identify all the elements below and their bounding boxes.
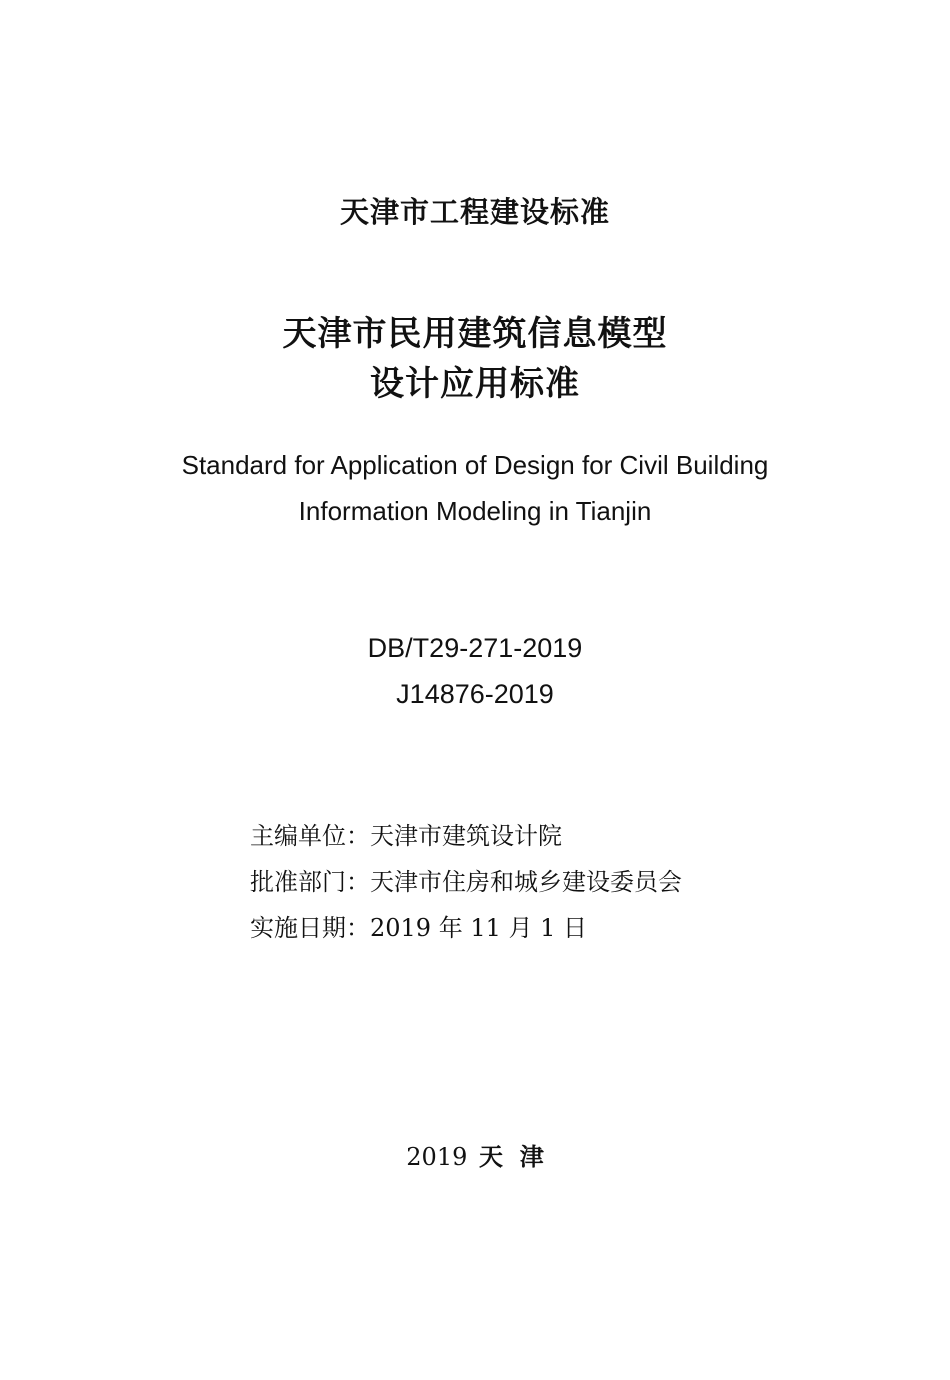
editor-unit: 主编单位：天津市建筑设计院 [250,822,562,850]
footer-year: 2019 [406,1143,468,1171]
title-en-line1: Standard for Application of Design for Civil Building [181,450,769,480]
title-cn-line1: 天津市民用建筑信息模型 [282,314,668,354]
footer [0,1137,950,1172]
series-title: 天津市工程建设标准 [339,195,610,229]
standard-number: DB/T29-271-2019 [367,633,583,663]
record-number: J14876-2019 [396,679,554,709]
title-en-line2: Information Modeling in Tianjin [298,496,652,526]
effective-date: 实施日期：2019 年 11 月 1 日 [250,914,588,942]
approval-department: 批准部门：天津市住房和城乡建设委员会 [250,868,682,896]
footer-city: 天 津 [479,1143,544,1171]
title-cn-line2: 设计应用标准 [370,364,580,404]
